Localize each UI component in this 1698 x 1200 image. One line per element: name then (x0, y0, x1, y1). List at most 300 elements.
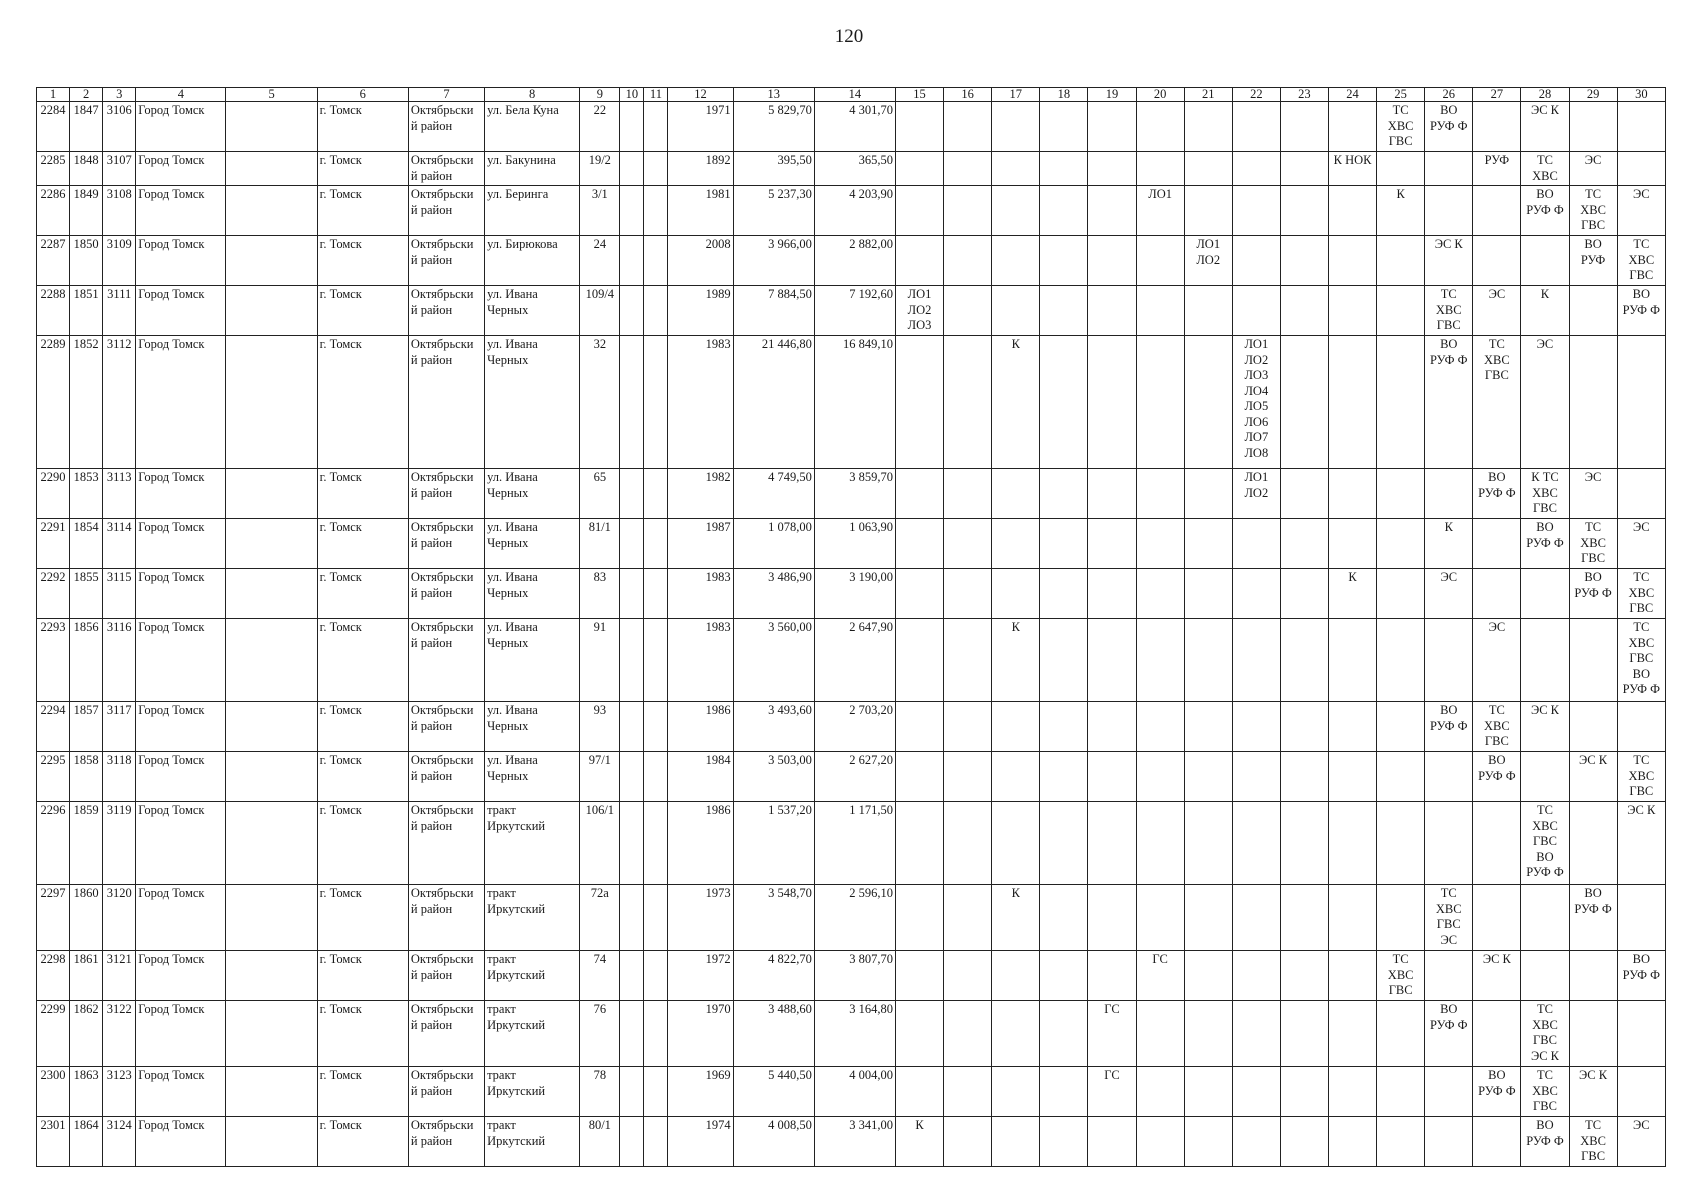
work-type-cell-col-22 (1232, 802, 1280, 885)
living-area-cell: 3 341,00 (814, 1117, 895, 1167)
work-type-cell-col-19 (1088, 236, 1136, 286)
street-cell: ул. Ивана Черных (485, 286, 580, 336)
record-number-cell: 2295 (37, 752, 70, 802)
work-type-cell-col-21 (1184, 619, 1232, 702)
living-area-cell: 2 882,00 (814, 236, 895, 286)
district-cell: Октябрьски й район (408, 469, 484, 519)
work-type-cell-col-24 (1328, 752, 1376, 802)
work-type-cell-col-18 (1040, 569, 1088, 619)
district-cell: Октябрьски й район (408, 1117, 484, 1167)
work-type-cell-col-29 (1569, 102, 1617, 152)
house-number-cell: 80/1 (580, 1117, 620, 1167)
table-row (37, 752, 1666, 802)
work-type-cell-col-11 (644, 519, 668, 569)
district-cell: Октябрьски й район (408, 752, 484, 802)
work-type-cell-col-28: К ТС ХВС ГВС (1521, 469, 1569, 519)
work-type-cell-col-19 (1088, 469, 1136, 519)
work-type-cell-col-19: ГС (1088, 1067, 1136, 1117)
record-number-cell: 2299 (37, 1001, 70, 1067)
column-header: 13 (733, 88, 814, 102)
work-type-cell-col-23 (1280, 236, 1328, 286)
column-header: 25 (1377, 88, 1425, 102)
table-row (37, 951, 1666, 1001)
build-year-cell: 1983 (668, 619, 733, 702)
work-type-cell-col-25 (1377, 286, 1425, 336)
municipality-cell: Город Томск (136, 102, 226, 152)
street-cell: ул. Бела Куна (485, 102, 580, 152)
record-number-cell: 2287 (37, 236, 70, 286)
work-type-cell-col-18 (1040, 286, 1088, 336)
build-year-cell: 1984 (668, 752, 733, 802)
work-type-cell-col-30 (1617, 152, 1665, 186)
work-type-cell-col-21 (1184, 152, 1232, 186)
work-type-cell-col-15 (896, 186, 944, 236)
living-area-cell: 3 164,80 (814, 1001, 895, 1067)
house-id-cell: 1859 (70, 802, 103, 885)
work-type-cell-col-15 (896, 1001, 944, 1067)
work-type-cell-col-27 (1473, 802, 1521, 885)
work-type-cell-col-10 (620, 1067, 644, 1117)
build-year-cell: 1983 (668, 569, 733, 619)
work-type-cell-col-11 (644, 569, 668, 619)
column-header: 28 (1521, 88, 1569, 102)
locality-cell: г. Томск (317, 885, 408, 951)
work-type-cell-col-23 (1280, 951, 1328, 1001)
work-type-cell-col-16 (944, 569, 992, 619)
work-type-cell-col-5 (226, 1067, 317, 1117)
build-year-cell: 1973 (668, 885, 733, 951)
work-type-cell-col-17 (992, 951, 1040, 1001)
work-type-cell-col-26: ВО РУФ Ф (1425, 702, 1473, 752)
table-row (37, 1001, 1666, 1067)
locality-cell: г. Томск (317, 702, 408, 752)
work-type-cell-col-5 (226, 102, 317, 152)
district-cell: Октябрьски й район (408, 619, 484, 702)
work-type-cell-col-30: ВО РУФ Ф (1617, 286, 1665, 336)
work-type-cell-col-11 (644, 619, 668, 702)
work-type-cell-col-15 (896, 702, 944, 752)
work-type-cell-col-18 (1040, 1067, 1088, 1117)
work-type-cell-col-23 (1280, 469, 1328, 519)
work-type-cell-col-29: ТС ХВС ГВС (1569, 519, 1617, 569)
total-area-cell: 3 560,00 (733, 619, 814, 702)
district-cell: Октябрьски й район (408, 152, 484, 186)
work-type-cell-col-27: ТС ХВС ГВС (1473, 336, 1521, 469)
living-area-cell: 3 190,00 (814, 569, 895, 619)
work-type-cell-col-15 (896, 336, 944, 469)
work-type-cell-col-30: ЭС К (1617, 802, 1665, 885)
work-type-cell-col-10 (620, 951, 644, 1001)
total-area-cell: 7 884,50 (733, 286, 814, 336)
work-type-cell-col-11 (644, 752, 668, 802)
work-type-cell-col-17 (992, 186, 1040, 236)
build-year-cell: 1892 (668, 152, 733, 186)
work-type-cell-col-16 (944, 519, 992, 569)
work-type-cell-col-24 (1328, 286, 1376, 336)
work-type-cell-col-30 (1617, 1067, 1665, 1117)
column-header: 9 (580, 88, 620, 102)
housing-register-table (36, 87, 1666, 1167)
work-type-cell-col-28 (1521, 619, 1569, 702)
work-type-cell-col-28: ТС ХВС ГВС ВО РУФ Ф (1521, 802, 1569, 885)
column-number-header (37, 88, 1666, 102)
object-code-cell: 3118 (103, 752, 136, 802)
work-type-cell-col-24: К НОК (1328, 152, 1376, 186)
work-type-cell-col-26 (1425, 1117, 1473, 1167)
column-header: 6 (317, 88, 408, 102)
work-type-cell-col-17 (992, 752, 1040, 802)
table-row (37, 152, 1666, 186)
work-type-cell-col-15: ЛО1 ЛО2 ЛО3 (896, 286, 944, 336)
work-type-cell-col-11 (644, 286, 668, 336)
work-type-cell-col-28 (1521, 569, 1569, 619)
locality-cell: г. Томск (317, 286, 408, 336)
locality-cell: г. Томск (317, 236, 408, 286)
column-header: 20 (1136, 88, 1184, 102)
work-type-cell-col-16 (944, 752, 992, 802)
work-type-cell-col-28: ЭС К (1521, 702, 1569, 752)
table-row (37, 702, 1666, 752)
work-type-cell-col-20 (1136, 1001, 1184, 1067)
street-cell: ул. Ивана Черных (485, 336, 580, 469)
work-type-cell-col-16 (944, 102, 992, 152)
total-area-cell: 3 966,00 (733, 236, 814, 286)
work-type-cell-col-15 (896, 569, 944, 619)
work-type-cell-col-22 (1232, 152, 1280, 186)
work-type-cell-col-20 (1136, 336, 1184, 469)
house-number-cell: 72а (580, 885, 620, 951)
work-type-cell-col-26: ТС ХВС ГВС (1425, 286, 1473, 336)
work-type-cell-col-19 (1088, 951, 1136, 1001)
house-id-cell: 1855 (70, 569, 103, 619)
work-type-cell-col-17 (992, 102, 1040, 152)
street-cell: ул. Бирюкова (485, 236, 580, 286)
work-type-cell-col-25 (1377, 152, 1425, 186)
work-type-cell-col-27: ТС ХВС ГВС (1473, 702, 1521, 752)
work-type-cell-col-22 (1232, 286, 1280, 336)
work-type-cell-col-11 (644, 152, 668, 186)
work-type-cell-col-20 (1136, 102, 1184, 152)
work-type-cell-col-27: ЭС (1473, 286, 1521, 336)
work-type-cell-col-17 (992, 1117, 1040, 1167)
work-type-cell-col-18 (1040, 102, 1088, 152)
work-type-cell-col-18 (1040, 152, 1088, 186)
work-type-cell-col-18 (1040, 519, 1088, 569)
object-code-cell: 3123 (103, 1067, 136, 1117)
work-type-cell-col-23 (1280, 1067, 1328, 1117)
work-type-cell-col-17: К (992, 619, 1040, 702)
table-row (37, 286, 1666, 336)
work-type-cell-col-25 (1377, 1001, 1425, 1067)
column-header: 24 (1328, 88, 1376, 102)
work-type-cell-col-19 (1088, 102, 1136, 152)
total-area-cell: 5 829,70 (733, 102, 814, 152)
house-number-cell: 81/1 (580, 519, 620, 569)
street-cell: тракт Иркутский (485, 1001, 580, 1067)
work-type-cell-col-29 (1569, 619, 1617, 702)
work-type-cell-col-22: ЛО1 ЛО2 ЛО3 ЛО4 ЛО5 ЛО6 ЛО7 ЛО8 (1232, 336, 1280, 469)
work-type-cell-col-16 (944, 1117, 992, 1167)
house-id-cell: 1853 (70, 469, 103, 519)
work-type-cell-col-21 (1184, 802, 1232, 885)
work-type-cell-col-25 (1377, 469, 1425, 519)
work-type-cell-col-15 (896, 519, 944, 569)
work-type-cell-col-15 (896, 152, 944, 186)
work-type-cell-col-20 (1136, 885, 1184, 951)
object-code-cell: 3124 (103, 1117, 136, 1167)
total-area-cell: 4 822,70 (733, 951, 814, 1001)
work-type-cell-col-10 (620, 186, 644, 236)
work-type-cell-col-19 (1088, 186, 1136, 236)
build-year-cell: 1982 (668, 469, 733, 519)
work-type-cell-col-23 (1280, 702, 1328, 752)
living-area-cell: 7 192,60 (814, 286, 895, 336)
work-type-cell-col-28: ВО РУФ Ф (1521, 519, 1569, 569)
work-type-cell-col-18 (1040, 951, 1088, 1001)
house-number-cell: 91 (580, 619, 620, 702)
house-number-cell: 109/4 (580, 286, 620, 336)
work-type-cell-col-10 (620, 102, 644, 152)
work-type-cell-col-24 (1328, 236, 1376, 286)
object-code-cell: 3115 (103, 569, 136, 619)
district-cell: Октябрьски й район (408, 519, 484, 569)
house-id-cell: 1864 (70, 1117, 103, 1167)
work-type-cell-col-17 (992, 569, 1040, 619)
object-code-cell: 3117 (103, 702, 136, 752)
locality-cell: г. Томск (317, 469, 408, 519)
locality-cell: г. Томск (317, 336, 408, 469)
work-type-cell-col-11 (644, 336, 668, 469)
work-type-cell-col-30: ТС ХВС ГВС (1617, 569, 1665, 619)
work-type-cell-col-23 (1280, 152, 1328, 186)
municipality-cell: Город Томск (136, 236, 226, 286)
work-type-cell-col-17 (992, 1001, 1040, 1067)
table-row (37, 186, 1666, 236)
locality-cell: г. Томск (317, 1001, 408, 1067)
work-type-cell-col-30 (1617, 102, 1665, 152)
record-number-cell: 2286 (37, 186, 70, 236)
record-number-cell: 2300 (37, 1067, 70, 1117)
work-type-cell-col-16 (944, 619, 992, 702)
work-type-cell-col-23 (1280, 752, 1328, 802)
record-number-cell: 2293 (37, 619, 70, 702)
column-header: 12 (668, 88, 733, 102)
living-area-cell: 365,50 (814, 152, 895, 186)
object-code-cell: 3122 (103, 1001, 136, 1067)
total-area-cell: 5 237,30 (733, 186, 814, 236)
work-type-cell-col-19 (1088, 1117, 1136, 1167)
municipality-cell: Город Томск (136, 1001, 226, 1067)
municipality-cell: Город Томск (136, 469, 226, 519)
work-type-cell-col-16 (944, 885, 992, 951)
work-type-cell-col-27 (1473, 186, 1521, 236)
living-area-cell: 1 063,90 (814, 519, 895, 569)
work-type-cell-col-24 (1328, 1001, 1376, 1067)
page-number: 120 (834, 26, 864, 47)
work-type-cell-col-27: ВО РУФ Ф (1473, 752, 1521, 802)
work-type-cell-col-22 (1232, 102, 1280, 152)
work-type-cell-col-21 (1184, 702, 1232, 752)
municipality-cell: Город Томск (136, 802, 226, 885)
house-number-cell: 76 (580, 1001, 620, 1067)
work-type-cell-col-15 (896, 802, 944, 885)
work-type-cell-col-21 (1184, 102, 1232, 152)
house-id-cell: 1861 (70, 951, 103, 1001)
column-header: 1 (37, 88, 70, 102)
column-header: 22 (1232, 88, 1280, 102)
work-type-cell-col-29: ЭС К (1569, 752, 1617, 802)
house-id-cell: 1849 (70, 186, 103, 236)
house-id-cell: 1863 (70, 1067, 103, 1117)
work-type-cell-col-16 (944, 1067, 992, 1117)
work-type-cell-col-21 (1184, 519, 1232, 569)
work-type-cell-col-15 (896, 885, 944, 951)
work-type-cell-col-22 (1232, 619, 1280, 702)
municipality-cell: Город Томск (136, 702, 226, 752)
work-type-cell-col-30: ТС ХВС ГВС (1617, 236, 1665, 286)
street-cell: ул. Бакунина (485, 152, 580, 186)
work-type-cell-col-20 (1136, 469, 1184, 519)
living-area-cell: 2 596,10 (814, 885, 895, 951)
living-area-cell: 3 859,70 (814, 469, 895, 519)
work-type-cell-col-27 (1473, 1001, 1521, 1067)
work-type-cell-col-5 (226, 519, 317, 569)
table-body (37, 102, 1666, 1167)
record-number-cell: 2291 (37, 519, 70, 569)
work-type-cell-col-25 (1377, 752, 1425, 802)
work-type-cell-col-30: ЭС (1617, 1117, 1665, 1167)
living-area-cell: 4 004,00 (814, 1067, 895, 1117)
municipality-cell: Город Томск (136, 519, 226, 569)
work-type-cell-col-27: ВО РУФ Ф (1473, 1067, 1521, 1117)
district-cell: Октябрьски й район (408, 1001, 484, 1067)
work-type-cell-col-25: ТС ХВС ГВС (1377, 951, 1425, 1001)
work-type-cell-col-27 (1473, 1117, 1521, 1167)
work-type-cell-col-11 (644, 102, 668, 152)
work-type-cell-col-29: ВО РУФ Ф (1569, 569, 1617, 619)
work-type-cell-col-10 (620, 802, 644, 885)
work-type-cell-col-23 (1280, 1117, 1328, 1167)
district-cell: Октябрьски й район (408, 802, 484, 885)
work-type-cell-col-22 (1232, 519, 1280, 569)
work-type-cell-col-27 (1473, 885, 1521, 951)
work-type-cell-col-26 (1425, 152, 1473, 186)
municipality-cell: Город Томск (136, 186, 226, 236)
work-type-cell-col-27 (1473, 236, 1521, 286)
work-type-cell-col-10 (620, 519, 644, 569)
work-type-cell-col-30 (1617, 702, 1665, 752)
work-type-cell-col-18 (1040, 702, 1088, 752)
house-number-cell: 106/1 (580, 802, 620, 885)
work-type-cell-col-16 (944, 951, 992, 1001)
column-header: 7 (408, 88, 484, 102)
work-type-cell-col-22: ЛО1 ЛО2 (1232, 469, 1280, 519)
work-type-cell-col-28: ЭС К (1521, 102, 1569, 152)
municipality-cell: Город Томск (136, 885, 226, 951)
record-number-cell: 2288 (37, 286, 70, 336)
work-type-cell-col-11 (644, 1117, 668, 1167)
living-area-cell: 2 647,90 (814, 619, 895, 702)
locality-cell: г. Томск (317, 152, 408, 186)
build-year-cell: 1983 (668, 336, 733, 469)
work-type-cell-col-26: ВО РУФ Ф (1425, 336, 1473, 469)
work-type-cell-col-16 (944, 186, 992, 236)
street-cell: ул. Ивана Черных (485, 702, 580, 752)
work-type-cell-col-19 (1088, 286, 1136, 336)
work-type-cell-col-19 (1088, 336, 1136, 469)
work-type-cell-col-5 (226, 186, 317, 236)
work-type-cell-col-15 (896, 102, 944, 152)
work-type-cell-col-18 (1040, 186, 1088, 236)
house-number-cell: 22 (580, 102, 620, 152)
work-type-cell-col-18 (1040, 1117, 1088, 1167)
work-type-cell-col-29 (1569, 951, 1617, 1001)
work-type-cell-col-24 (1328, 951, 1376, 1001)
district-cell: Октябрьски й район (408, 186, 484, 236)
living-area-cell: 4 203,90 (814, 186, 895, 236)
work-type-cell-col-30: ВО РУФ Ф (1617, 951, 1665, 1001)
work-type-cell-col-5 (226, 236, 317, 286)
table-row (37, 469, 1666, 519)
total-area-cell: 4 749,50 (733, 469, 814, 519)
living-area-cell: 16 849,10 (814, 336, 895, 469)
house-number-cell: 83 (580, 569, 620, 619)
build-year-cell: 1970 (668, 1001, 733, 1067)
work-type-cell-col-16 (944, 336, 992, 469)
work-type-cell-col-24 (1328, 885, 1376, 951)
work-type-cell-col-21 (1184, 336, 1232, 469)
work-type-cell-col-26: ЭС К (1425, 236, 1473, 286)
house-number-cell: 97/1 (580, 752, 620, 802)
work-type-cell-col-28: ТС ХВС ГВС (1521, 1067, 1569, 1117)
house-id-cell: 1850 (70, 236, 103, 286)
work-type-cell-col-30 (1617, 469, 1665, 519)
work-type-cell-col-26 (1425, 752, 1473, 802)
table-row (37, 885, 1666, 951)
house-number-cell: 65 (580, 469, 620, 519)
work-type-cell-col-22 (1232, 186, 1280, 236)
work-type-cell-col-5 (226, 951, 317, 1001)
record-number-cell: 2296 (37, 802, 70, 885)
work-type-cell-col-29: ЭС К (1569, 1067, 1617, 1117)
work-type-cell-col-28: ВО РУФ Ф (1521, 186, 1569, 236)
house-id-cell: 1852 (70, 336, 103, 469)
work-type-cell-col-17 (992, 519, 1040, 569)
house-number-cell: 74 (580, 951, 620, 1001)
work-type-cell-col-19 (1088, 702, 1136, 752)
work-type-cell-col-5 (226, 885, 317, 951)
work-type-cell-col-24 (1328, 802, 1376, 885)
work-type-cell-col-17: К (992, 885, 1040, 951)
record-number-cell: 2284 (37, 102, 70, 152)
build-year-cell: 1986 (668, 702, 733, 752)
work-type-cell-col-26 (1425, 186, 1473, 236)
work-type-cell-col-23 (1280, 802, 1328, 885)
house-id-cell: 1857 (70, 702, 103, 752)
work-type-cell-col-15 (896, 236, 944, 286)
work-type-cell-col-11 (644, 951, 668, 1001)
municipality-cell: Город Томск (136, 1117, 226, 1167)
work-type-cell-col-24 (1328, 102, 1376, 152)
work-type-cell-col-30: ТС ХВС ГВС (1617, 752, 1665, 802)
work-type-cell-col-21 (1184, 569, 1232, 619)
work-type-cell-col-16 (944, 702, 992, 752)
total-area-cell: 4 008,50 (733, 1117, 814, 1167)
table-row (37, 1117, 1666, 1167)
work-type-cell-col-20 (1136, 619, 1184, 702)
column-header: 18 (1040, 88, 1088, 102)
work-type-cell-col-24 (1328, 186, 1376, 236)
